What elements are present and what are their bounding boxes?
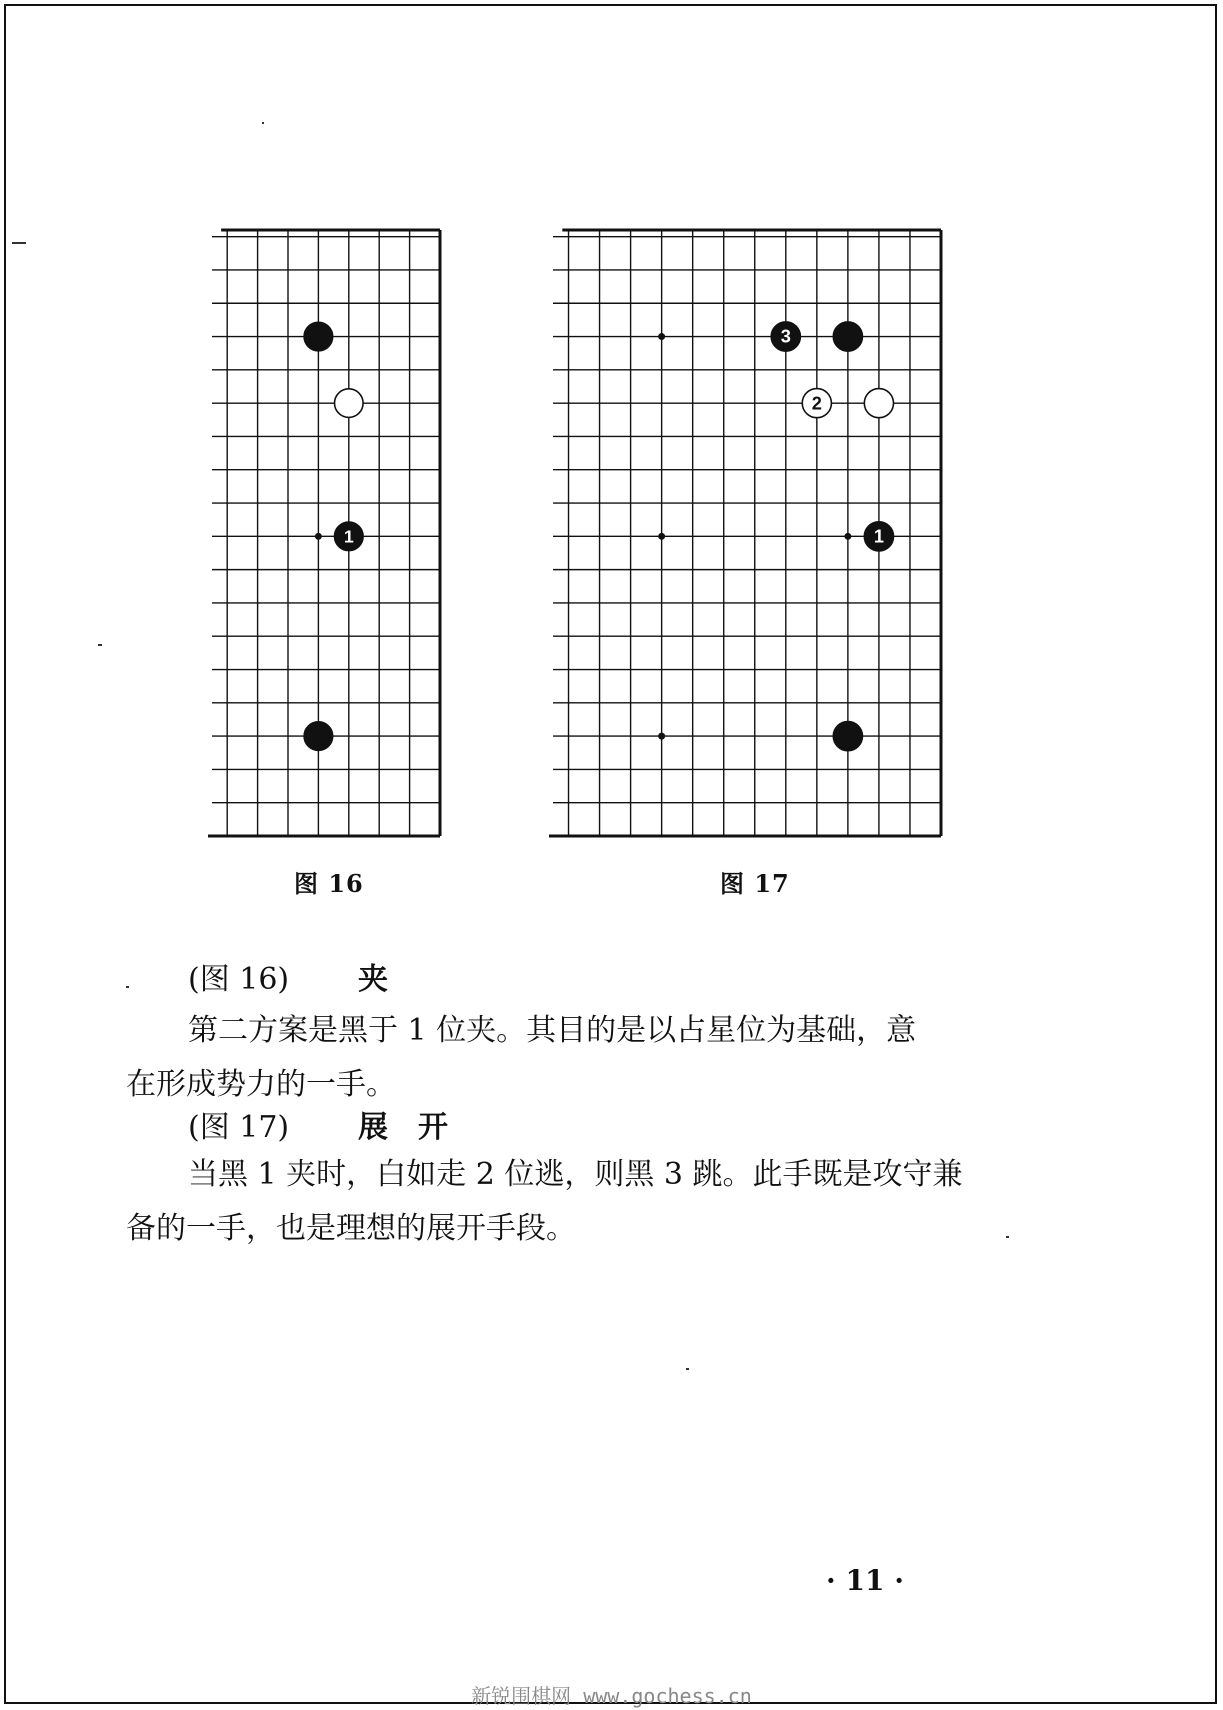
- section-heading-figure-16: [188, 954, 588, 997]
- go-board-figure-16: [206, 226, 446, 842]
- go-board-17-svg: [547, 226, 947, 842]
- paragraph-line: 备的一手，也是理想的展开手段。: [126, 1211, 576, 1246]
- star-point: [658, 533, 665, 540]
- paragraph-line: 第二方案是黑于 1 位夹。其目的是以占星位为基础，意: [188, 1013, 917, 1048]
- black-stone: [833, 322, 862, 351]
- black-stone: [304, 722, 333, 751]
- black-stone-1: [335, 522, 364, 551]
- watermark: 新锐围棋网 www.gochess.cn: [471, 1684, 752, 1708]
- paragraph-line: 当黑 1 夹时，白如走 2 位逃，则黑 3 跳。此手既是攻守兼: [188, 1157, 963, 1192]
- star-point: [844, 533, 851, 540]
- scan-speck: [12, 242, 26, 244]
- white-stone-2: [802, 389, 831, 418]
- white-stone: [864, 389, 893, 418]
- stone-label: 1: [873, 525, 884, 547]
- stone-label: 3: [780, 325, 791, 347]
- stone-disc: [864, 389, 893, 418]
- page-number: · 11 ·: [826, 1564, 904, 1597]
- stone-disc: [304, 722, 333, 751]
- section-title: 展 开: [358, 1110, 448, 1145]
- stone-disc: [833, 722, 862, 751]
- scan-speck: [262, 122, 264, 124]
- black-stone: [304, 322, 333, 351]
- black-stone-1: [864, 522, 893, 551]
- stone-disc: [304, 322, 333, 351]
- scan-speck: [686, 1368, 689, 1370]
- star-point: [315, 533, 322, 540]
- white-stone: [335, 389, 364, 418]
- section-ref: (图 16): [188, 962, 290, 997]
- stone-label: 2: [811, 392, 822, 414]
- scan-speck: [1006, 1236, 1009, 1238]
- section-ref: (图 17): [188, 1110, 290, 1145]
- star-point: [658, 733, 665, 740]
- star-point: [658, 333, 665, 340]
- section-heading-figure-17: [188, 1102, 588, 1145]
- go-board-figure-17: [547, 226, 947, 842]
- section-paragraph-figure-17: [126, 1148, 1026, 1256]
- figure-17-caption: 图 17: [720, 869, 790, 898]
- black-stone-3: [771, 322, 800, 351]
- stone-disc: [335, 389, 364, 418]
- section-paragraph-figure-16: [126, 1004, 1026, 1112]
- section-title: 夹: [358, 962, 388, 997]
- scan-speck: [126, 986, 129, 988]
- scan-speck: [98, 644, 102, 646]
- book-page: [4, 4, 1217, 1704]
- stone-label: 1: [343, 526, 354, 547]
- go-board-16-svg: [206, 226, 446, 842]
- paragraph-line: 在形成势力的一手。: [126, 1067, 396, 1102]
- black-stone: [833, 722, 862, 751]
- stone-disc: [833, 322, 862, 351]
- figure-16-caption: 图 16: [294, 869, 364, 898]
